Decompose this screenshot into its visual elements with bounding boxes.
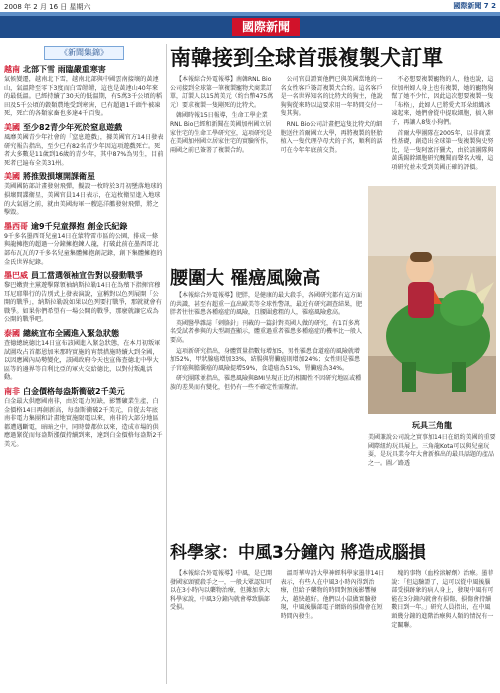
issue-date: 2008 年 2 月 16 日 星期六	[4, 3, 91, 11]
brief-location: 墨西哥	[4, 221, 28, 231]
brief-body: 風靡美國青少年社會的「窒息遊戲」，據美國官方14日發表研究報告指出，至少已有82名青少年因這項遊戲死亡。死者大多數是11歲到16歲的青少年，其中87%為男生，目前死者已遍布全美31州。	[4, 133, 164, 167]
brief-title: 白金價格每盎斯衝破2千美元	[23, 387, 125, 397]
brief-body: 白金最大供應國南非，由於電力短缺，影響礦業生產，白金價格14日再創新高，每盎斯衝破2千美元，自從去年底南非電力集團和計畫地實施限電以來，南非的大部分地區都遭遇斷電，暗暗之中，同時曾都位以來，造成市場的供應過緊從而每盎斯漲價持續到來，達到白金價格每盎斯2千美元。	[4, 398, 163, 448]
main-stories	[170, 44, 496, 684]
brief-body: 黎巴嫩貴主黨遊擊隊領袖納斯拉勒14日在為殯下指揮官穆耳尼耶舉行的告別式上發表演說，宣稱對以色列展開「公開的戰爭」，納斯拉勒說如果以色列要打戰爭，那就就會有戰爭。如果你們希望有一場公開的戰爭，那麼就讓它成為公開的戰爭吧。	[4, 282, 162, 324]
top-bar	[0, 0, 500, 12]
story1-headline: 南韓接到全球首張複製犬訂單	[170, 46, 443, 70]
brief-location: 泰國	[4, 329, 20, 339]
paragraph: 首爾大學團隊在2005年，以非商業性基礎，創造出全球第一隻複製狗史努比，是一隻阿富汗獵犬，由於該團隊與黃禹錫幹細胞研究醜聞而聲名大噪，這項研究並未受到美國正確的評價。	[391, 129, 494, 171]
brief-location: 美國	[4, 122, 20, 132]
brief-location: 越南	[4, 65, 20, 74]
paragraph: 韓國時報15日報導，生命工學企業RNL Bio已經和新聞在美國加州國立居家住宅的生命工學研究室，這項研究是在美國加州國立居家住宅的實驗所作，兩國之前已簽署了複製合約。	[170, 112, 273, 154]
brief-headline	[4, 328, 164, 340]
brief-title: 將推毀損壞開課衛星	[23, 172, 95, 182]
photo-caption-block	[368, 420, 496, 468]
brief-headline	[4, 270, 164, 282]
brief-title: 逾9千兒童擇抱 創金氏紀錄	[31, 221, 128, 231]
paragraph: 【本報綜合外電報導】中風，是已開發國家頭號殺手之一，一般大眾認知可以在3小時內以藥物治療，但據加拿大科學家說，中風3分鐘內就會導致腦部受損。	[170, 570, 273, 612]
brief-title: 至少82青少年死於窒息遊戲	[23, 122, 123, 132]
brief-item	[4, 122, 164, 168]
story3-col2	[281, 570, 386, 632]
brief-title: 北部下雪 雨臨嚴重寒害	[23, 65, 106, 74]
section-banner	[0, 12, 500, 38]
paragraph: RNL Bio公司計畫把這隻比特犬的細胞送往首爾國立大學，再將複製的胚胎植入一隻代理孕母犬的子宮，順利的話可在今年年底前交貨。	[280, 120, 383, 154]
paragraph: 塊的事物（血栓溶解劑）治療。墨菲說：「但這驗證了，這可以從中風後腦部受損跡象的病人身上，發現中風有可能在3分鐘內就會有損傷，損傷會持續數日到一年。」研究人員指出，在中風頭幾分鐘的進階治療與人類的情況有一定關聯。	[391, 570, 494, 629]
paragraph: 這項新研究指出，身體質量指數每增加5，男性罹患食道癌的風險就增加52%，甲狀腺癌增加33%，結腸與腎臟癌則增加24%；女性則是罹患子宮癌與膽囊癌的風險提增59%，食道癌為51%，腎臟癌為34%。	[170, 347, 361, 372]
brief-headline	[4, 221, 164, 233]
photo-image	[368, 186, 496, 414]
story1-col2	[281, 76, 386, 175]
column-divider	[166, 44, 167, 684]
brief-item	[4, 270, 164, 325]
paragraph: 【本報綜合外電報導】南韓RNL Bio公司接到全球第一筆複製寵物犬商業訂單，訂製人以15萬美元（約台幣475萬元）要求複製一隻剛死的比特犬。	[170, 76, 274, 109]
news-briefs-column	[4, 44, 164, 684]
brief-headline	[4, 64, 164, 76]
paragraph: 公司官員證實他們已與美國當地的一名女性客戶簽訂複製犬合約。這名客戶是一名世界知名的比特犬的狗主，他說狗狗從來時以這要求用一年時間交付一隻其狗。	[280, 76, 383, 118]
brief-item	[4, 386, 164, 450]
brief-location: 墨巴威	[4, 271, 28, 281]
brief-item	[4, 328, 164, 383]
story3-col1	[170, 570, 275, 632]
paper-section: 國際新聞 7 2	[453, 2, 496, 10]
story3-col3	[391, 570, 496, 632]
photo-caption: 美國兼說公司說之實事加14日在紐約美國的重要國際紐約玩具展上，三角龍Kota可以與兒童玩耍，是玩具業今年大會新推出的最具話題的產品之一。圖／路透	[368, 434, 496, 467]
story2-body	[170, 292, 362, 393]
story3-columns	[170, 570, 496, 632]
photo-caption-title: 玩具三角龍	[412, 421, 452, 430]
brief-item	[4, 64, 164, 119]
story-cloned-dog	[170, 44, 496, 175]
brief-location: 美國	[4, 172, 20, 182]
paragraph: 英國醫學雜誌「刺胳針」刊載的一篇針對英國人做的研究，有1百多萬名受試者參與的大型調查顯示，體重過重者罹患多種癌症的機率比一般人要高。	[170, 319, 363, 344]
story-waist-cancer	[170, 266, 362, 395]
story1-columns	[170, 76, 496, 175]
paragraph: 不必想要複製寵物的人，他也說，這位加州婦人身上也有複製，她的寵物狗幫了她不少忙，因此這次想要複製一隻「布格」，此婦人已將愛犬耳朵組織冰凍起來，她們會從中提取細胞，搞入卵子，再讓人8隻小狗們。	[391, 76, 494, 126]
brief-title: 總統宣布全國進入緊急狀態	[23, 329, 119, 339]
brief-headline	[4, 171, 164, 183]
brief-item	[4, 171, 164, 217]
toy-dinosaur-photo	[368, 186, 496, 414]
brief-title: 員工當選領袖宣告對以發動戰爭	[31, 271, 143, 281]
brief-body: 查德總統德比14日宣布該國進入緊急狀態，在本月初叛軍試圖攻占首都恩加米那時實施的宵禁措施時續大到全國，以因應國內局勢變化，該國政府今天也宣佈查德北中學大區等的邊界等自利比亞的軍火交給德比，以對付叛亂活動。	[4, 340, 161, 382]
brief-body: 9千多名墨西哥兒童14日在蒙特雷市區的公園，排成一條與龍擁抱的超過一分鐘擁抱鍊人龍，打破此前在墨西哥北部布瓦瓦的7千多名兒童集體擁抱創記錄，創下集體擁抱的金氏世界紀錄。	[4, 232, 163, 266]
brief-headline	[4, 386, 164, 398]
brief-body: 美國國防部計畫發射飛彈，擬設一枚時於3月初墜落地球的損壞間諜衛星，美國官員14日表示，在這枚衛星進入地球的大氣層之前，就由美國海軍一艘巡洋艦發射飛彈，將之擊毀。	[4, 183, 163, 217]
news-briefs-tag: 《新聞集錦》	[44, 46, 124, 60]
paragraph: 溫哥華卑詩大學神經科學家墨菲14日表示，有些人在中風3小時內得到治療，但給予藥物的時間對預後影響極大，越快越好。他們以小鼠做實驗發現，中風後腦部電子網絡的損傷會在短時間內發生。	[280, 570, 385, 620]
story1-col1	[170, 76, 275, 175]
brief-body: 氣候變遷，越南北下雪，越南北部與中國雲南接壤的黃連山，氣溫降至零下3度而白雪皚皚，這也是黃連山40年來的最低溫。已經持續了30天的低溫期，有5萬3千公頃的稻田及5千公頃的穀類農地受到寒害，已有超過1千頭牛被凍死，死亡的各類家畜也多達4千百隻。	[4, 76, 163, 118]
story2-headline: 腰圍大 罹癌風險高	[170, 268, 321, 289]
section-title: 國際新聞	[232, 18, 300, 36]
brief-location: 南非	[4, 387, 20, 397]
paragraph: 【本報綜合外電報導】肥胖，是健康的最大殺手，各國研究都有這方面的共識，甚至有超重一直出歐美等全球性警訊，最近有研究調查結果，肥胖者往往罹患各種癌症的風險，且腰圍愈粗的人，罹癌風險愈高。	[170, 292, 363, 317]
brief-item	[4, 221, 164, 267]
banner-stripe	[0, 12, 500, 16]
story1-col3	[391, 76, 496, 175]
paragraph: 研究團隊並指出，罹患風險與BMI呈現正比的相關性不因研究地區或種族的差異而有變化，但仍有一些不確定性需釐清。	[170, 375, 362, 391]
story-stroke	[170, 540, 496, 632]
story3-headline: 科學家：中風3分鐘內 將造成腦損	[170, 543, 426, 563]
brief-headline	[4, 122, 164, 134]
